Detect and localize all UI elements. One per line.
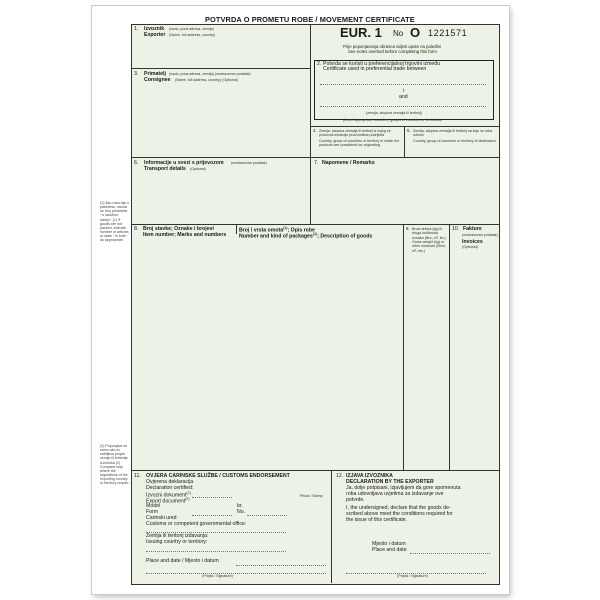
box11-heading: OVJERA CARINSKE SLUŽBE / CUSTOMS ENDORSEMENT bbox=[146, 473, 290, 479]
box7-number: 7. bbox=[314, 160, 319, 166]
export-doc-hr: Izvozni dokument bbox=[146, 492, 187, 499]
box5-number: 5. bbox=[407, 128, 411, 133]
box11-bn-hr: br. bbox=[237, 503, 243, 509]
export-doc-en: Export document bbox=[146, 498, 186, 505]
rule bbox=[331, 470, 332, 583]
box2-foot-en: (Insert appropriate countries, groups of countries or territories) bbox=[343, 118, 442, 122]
box6-number: 6. bbox=[134, 160, 139, 166]
box2-line2: Certificate used in preferential trade between bbox=[323, 66, 427, 72]
eur-series: O bbox=[410, 25, 421, 40]
box11-bn-en: No. bbox=[237, 509, 246, 515]
box8-col2-en-text: Number and kind of packages bbox=[239, 233, 313, 240]
box10-label-en: Invoices bbox=[462, 239, 483, 245]
form-fill-line bbox=[146, 551, 286, 552]
box8-label-en: Item number; Marks and numbers bbox=[143, 232, 227, 238]
box12-heading-hr: IZJAVA IZVOZNIKA bbox=[346, 473, 393, 479]
box6-label-en: Transport details bbox=[144, 166, 186, 172]
box9-number: 9. bbox=[406, 226, 410, 231]
box10-sub-en: (Optional) bbox=[462, 245, 478, 249]
form-title: POTVRDA O PROMETU ROBE / MOVEMENT CERTIFICATE bbox=[205, 15, 415, 24]
box6-sub-hr: (neobavezan podatak) bbox=[231, 161, 267, 165]
box2-foot-hr: (zemlja, skupina zemalja ili teritorij) bbox=[366, 111, 422, 115]
box12-number: 12. bbox=[336, 473, 344, 479]
box11-signature: (Potpis / Signature) bbox=[202, 574, 233, 578]
rule bbox=[131, 224, 499, 225]
box2-number: 2. bbox=[317, 61, 322, 67]
box1-sub-en: (Name, full address, country) bbox=[169, 33, 216, 37]
footnote-ref: (1) bbox=[312, 232, 318, 236]
box9-text: Bruto-težina (kg) ili druga količinska oznaka (litre, m³, itd.) Gross weight (kg) or other measure (litres, m³, etc.) bbox=[412, 227, 446, 253]
footnote-ref: (1) bbox=[283, 226, 288, 230]
box12-heading-en: DECLARATION BY THE EXPORTER bbox=[346, 479, 434, 485]
box10-label-hr: Fakture bbox=[463, 226, 482, 232]
footnote-ref: (2) bbox=[186, 491, 191, 495]
box1-number: 1. bbox=[134, 26, 139, 32]
box11-line-4: Model bbox=[146, 503, 161, 509]
box11-number: 11. bbox=[134, 473, 141, 479]
box11-line-5: Form bbox=[146, 509, 159, 515]
box8-label-hr: Broj stavke; Oznake i brojevi bbox=[143, 226, 214, 232]
box2-and-en: and bbox=[399, 94, 408, 100]
form-fill-line bbox=[192, 515, 232, 516]
box8-number: 8. bbox=[134, 226, 139, 232]
rule bbox=[310, 24, 311, 224]
box3-label-en: Consignee bbox=[144, 77, 171, 83]
box12-text-hr-1: roba udovoljava uvjetima za izdavanje ove bbox=[346, 491, 444, 497]
form-fill-line bbox=[247, 515, 287, 516]
box6-label-hr: Informacije u svezi s prijevozom bbox=[144, 160, 224, 166]
form-fill-line bbox=[236, 565, 326, 566]
box12-text-hr-0: Ja, dolje potpisani, izjavljujem da gore spomenuta bbox=[346, 485, 461, 491]
box11-stamp: Pečat / Stamp bbox=[300, 494, 323, 498]
box11-country-en: Issuing country or territory: bbox=[146, 539, 208, 545]
form-fill-line bbox=[410, 553, 490, 554]
margin-note-1: (1) Ako roba nije u paketima, navodi se broj predmeta ~u rasutom stanju~ (1) If goods are not packed, indicate number of articles or state ~in bulk~ as appropriate. bbox=[100, 201, 130, 243]
box10-sub-hr: (neobavezan podatak) bbox=[462, 233, 498, 237]
rule bbox=[449, 224, 450, 470]
rule bbox=[236, 224, 237, 234]
box3-sub-hr: (naziv, puna adresa, zemlja) (neobavezan podatak) bbox=[169, 72, 251, 76]
box6-sub-en: (Optional) bbox=[190, 167, 206, 171]
box1-label-en: Exporter bbox=[144, 32, 166, 38]
box5-text-hr: Zemlja, skupina zemalja ili teritorij na koju se roba odnosi bbox=[413, 129, 493, 138]
box1-label-hr: Izvoznik bbox=[144, 26, 165, 32]
box11-line-0: Ovjerena deklaracija bbox=[146, 479, 194, 485]
box2-fill-line bbox=[320, 106, 486, 107]
box8-col2-en bbox=[239, 233, 372, 240]
rule bbox=[131, 470, 499, 471]
box11-line-1: Declaration certified: bbox=[146, 485, 194, 491]
eur-label: EUR. 1 bbox=[340, 25, 382, 40]
box11-line-7: Customs or competent governmental office: bbox=[146, 521, 247, 527]
rule bbox=[131, 68, 311, 69]
box1-sub-hr: (naziv, puna adresa, zemlja) bbox=[169, 27, 214, 31]
box7-label: Napomene / Remarks bbox=[322, 160, 375, 166]
box12-signature: (Potpis / Signature) bbox=[397, 574, 428, 578]
box2-and-hr: i bbox=[403, 88, 405, 94]
box4-text-hr: Zemlja, skupina zemalja ili teritorij iz kojeg se proizvodi smatraju proizvodima podrijetla bbox=[319, 129, 391, 138]
box4-text-en: Country, group of countries or territory in which the products are considered as originating bbox=[319, 139, 400, 148]
box11-country-hr: Zemlja ili teritorij izdavanja: bbox=[146, 533, 209, 539]
eur-note-hr: Prije popunjavanja obrasca vidjeti upute na poleđini bbox=[343, 44, 441, 49]
form-fill-line bbox=[192, 497, 232, 498]
form-fill-line bbox=[146, 573, 326, 574]
box12-place-hr: Mjesto i datum bbox=[372, 541, 406, 547]
box3-label-hr: Primatelj bbox=[144, 71, 166, 77]
rule bbox=[131, 157, 499, 158]
box4-number: 4. bbox=[313, 128, 317, 133]
box8-col2-hr-text: Broj i vrsta omota bbox=[239, 227, 284, 234]
box8-col2-hr-tail: ; Opis robe bbox=[287, 227, 315, 234]
box12-text-hr-2: potvrde. bbox=[346, 497, 365, 503]
footnote-ref: (2) bbox=[185, 497, 190, 501]
box12-text-en-2: the issue of this certificate. bbox=[346, 517, 408, 523]
box11-line-6: Carinski ured bbox=[146, 515, 177, 521]
box2-line1: Potvrda se koristi u preferencijalnoj trgovini između bbox=[323, 61, 441, 67]
box2-fill-line bbox=[320, 84, 486, 85]
box10-number: 10. bbox=[452, 226, 460, 232]
eur-number: 1221571 bbox=[428, 28, 468, 38]
eur-note-en: See notes overleaf before completing this form bbox=[348, 49, 437, 54]
rule bbox=[404, 126, 405, 157]
box5-text-en: Country, group of countries or territory of destination bbox=[413, 139, 496, 143]
box11-place: Place and date / Mjesto i datum bbox=[146, 558, 219, 564]
box12-text-en-1: scribed above meet the conditions required for bbox=[346, 511, 453, 517]
rule bbox=[403, 224, 404, 470]
box12-place-en: Place and date bbox=[372, 547, 407, 553]
box8-col2-en-tail: ; Description of goods bbox=[317, 233, 373, 240]
eur-no-label: No bbox=[393, 29, 404, 38]
box3-sub-en: (Name, full address, country) (Optional) bbox=[175, 78, 238, 82]
box3-number: 3. bbox=[134, 71, 139, 77]
box12-text-en-0: I, the undersigned, declare that the goods de- bbox=[346, 505, 451, 511]
margin-note-2: (2) Popunjava se samo ako to zahtijeva propis zemlje ili teritorija izvoznika (2) Complete only where the regulations of the exporting country or territory require. bbox=[100, 444, 130, 486]
